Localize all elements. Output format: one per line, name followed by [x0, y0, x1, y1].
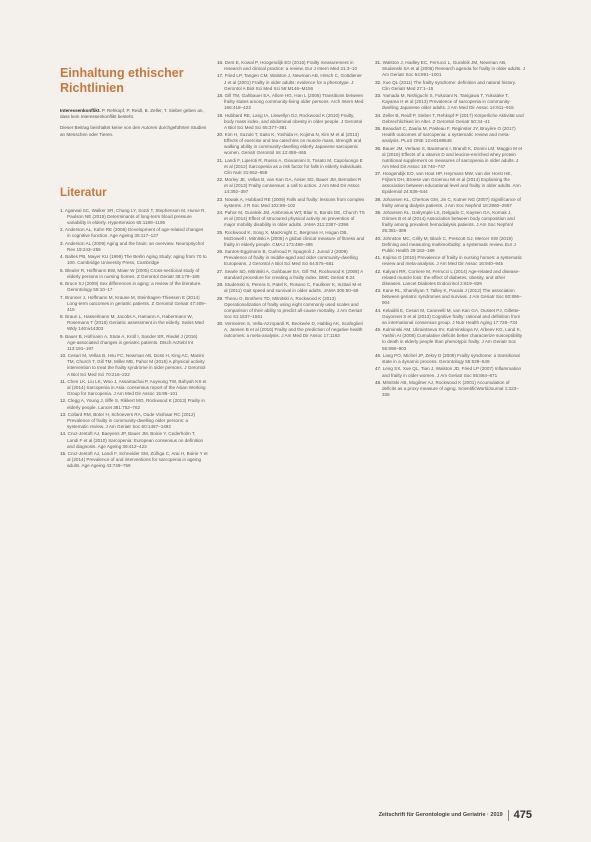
reference-text: Kulminski AM, Ukraintseva SV, Kulminskaya IV, Arbeev KG, Land K, Yashin AI (2008) Cumulative deficits better characterize susceptibility to death in elderly people than phenotypic frailty. J Am Geriatr Soc 56:898–903: [382, 327, 523, 351]
reference-text: Morley JE, Vellas B, van Kan GA, Anker SD, Bauer JM, Bernabei R et al (2013) Frailty consensus: a call to action. J Am Med Dir Assoc 14:392–397: [224, 177, 362, 195]
reference-text: Gill TM, Gahbauer EA, Allore HG, Han L (2006) Transitions between frailty states among community-living older persons. Arch Intern Med 166:418–423: [224, 93, 364, 111]
reference-text: Johnston MC, Crilly M, Black C, Prescott GJ, Mercer SW (2019) Defining and measuring multimorbidity: a systematic review. Eur J Public Health 29:182–189: [382, 235, 516, 253]
reference-item: [375, 93, 525, 111]
reference-text: Vermeiren S, Vella-Azzopardi R, Beckwée D, Habbig AK, Scafoglieri A, Jansen B et al (2016) Frailty and the prediction of negative health outcomes: a meta-analysis. J Am Med Dir Assoc 17:1163: [224, 321, 364, 339]
reference-item: [375, 308, 525, 326]
page-footer: [340, 807, 532, 823]
reference-text: Lang PO, Michel JP, Zekry D (2009) Frailty syndrome: a transitional state in a dynamic process. Gerontology 55:539–549: [382, 352, 520, 365]
reference-number: 39.: [375, 210, 382, 216]
reference-item: [375, 80, 525, 92]
reference-number: 47.: [375, 366, 382, 372]
reference-text: Xue QL (2011) The frailty syndrome: definition and natural history. Clin Geriatr Med 27:1–15: [382, 79, 517, 91]
reference-item: [375, 210, 525, 234]
reference-number: 6.: [60, 281, 64, 287]
reference-item: [375, 353, 525, 365]
reference-number: 46.: [375, 352, 382, 358]
reference-text: Santos-Eggimann B, Cuénoud P, Spagnoli J, Junod J (2009) Prevalence of frailty in middle-aged and older community-dwelling Europeans. J Gerontol A Biol Sci Med Sci 64:675–681: [224, 249, 358, 267]
reference-number: 9.: [60, 333, 64, 339]
reference-text: Landi F, Liperoti R, Russo A, Giovannini S, Tosato M, Capoluongo E et al (2012) Sarcopenia as a risk factor for falls in elderly individuals. Clin Nutr 31:652–658: [224, 157, 363, 175]
reference-number: 27.: [217, 268, 224, 274]
reference-item: [217, 177, 365, 195]
reference-number: 16.: [217, 60, 224, 65]
reference-text: Cesari M, Vellas B, Hsu FC, Newman AB, Doss H, King AC, Manini TM, Church T, Gill TM, Miller ME, Pahor M (2015) A physical activity intervention to treat the frailty syndrome in older persons. J Gerontol A Biol Sci Med Sci 70:216–222: [67, 353, 206, 377]
reference-text: Theou O, Brothers TD, Mitnitski A, Rockwood K (2013) Operationalization of frailty using eight commonly used scales and comparison of their ability to predict all-cause mortality. J Am Geriatr Soc 61:1537–1551: [224, 295, 363, 319]
reference-number: 32.: [375, 79, 382, 85]
reference-text: Anderson AL (2009) Aging and the brain: an overview. Neuropsychol Rev 19:243–256: [64, 240, 204, 252]
page-number: 475: [513, 809, 532, 821]
reference-item: [60, 281, 208, 293]
reference-item: [217, 210, 365, 228]
reference-text: Cruz-Jentoft AJ, Landi F, Schneider SM, Zúñiga C, Arai H, Boirie Y et al (2014) Prevalence of and interventions for sarcopenia in ageing adults. Age Ageing 43:748–759: [67, 451, 208, 469]
reference-number: 2.: [60, 227, 64, 233]
reference-item: [217, 113, 365, 131]
reference-text: Bauer B, Hofmann A, Stute A, Kroll I, Sander SR, Riedel J (2016) Age-associated changes in geriatric patients. Dtsch Arztebl Int 113:191–197: [65, 333, 198, 351]
reference-number: 37.: [375, 171, 382, 177]
reference-item: [375, 327, 525, 351]
reference-text: Fried LP, Tangen CM, Walston J, Newman AB, Hirsch C, Gottdiener J et al (2001) Frailty in older adults: evidence for a phenotype. J Gerontol A Biol Sci Med Sci 56:M146–M156: [224, 73, 362, 91]
reference-text: Johansen KL, Chertow GM, Jin C, Kutner NG (2007) Significance of frailty among dialysis patients. J Am Soc Nephrol 18:2960–2967: [382, 196, 521, 208]
conflict-statement: [60, 108, 208, 120]
reference-number: 29.: [217, 295, 224, 301]
reference-item: [60, 398, 208, 410]
reference-item: [375, 288, 525, 306]
reference-number: 38.: [375, 196, 382, 202]
reference-text: Bruce SJ (2009) Sex differences in aging: a review of the literature. Gerontology 55:10–17: [65, 281, 202, 293]
reference-number: 28.: [217, 282, 224, 288]
reference-text: Hoogendijk EO, van Hout HP, Heymans MW, van der Horst HE, Frijters DH, Broese van Groenou MI et al (2014) Explaining the association between educational level and frailty in older adults. Ann Epidemiol 24:538–544: [382, 171, 521, 195]
reference-item: [375, 236, 525, 254]
reference-text: Mitnitski AB, Mogilner AJ, Rockwood K (2001) Accumulation of deficits as a proxy measure of aging. ScientificWorldJournal 1:323–336: [382, 379, 519, 398]
reference-number: 43.: [375, 288, 382, 294]
reference-text: Bauer JM, Verlaan S, Bautmans I, Brandt K, Donini LM, Maggio M et al (2015) Effects of a vitamin D and leucine-enriched whey protein nutritional supplement on measures of sarcopenia in older adults. J Am Med Dir Assoc 16:740–747: [382, 145, 523, 169]
reference-number: 1.: [60, 207, 64, 213]
reference-number: 11.: [60, 378, 67, 384]
reference-item: [217, 321, 365, 339]
reference-number: 3.: [60, 240, 64, 246]
reference-number: 4.: [60, 254, 64, 260]
reference-text: Nowak A, Hubbard RE (2009) Falls and frailty: lessons from complex systems. J R Soc Med 102:98–102: [224, 196, 365, 208]
reference-text: Dent E, Kowal P, Hoogendijk EO (2016) Frailty measurement in research and clinical practice: a review. Eur J Intern Med 31:3–10: [224, 60, 358, 72]
reference-text: Baltes PB, Mayer KU (1999) The Berlin Aging Study: aging from 70 to 100. Cambridge University Press, Cambridge: [65, 254, 207, 266]
reference-number: 42.: [375, 268, 382, 274]
reference-item: [60, 295, 208, 313]
reference-text: Studenski S, Perera S, Patel K, Rosano C, Faulkner K, Inzitari M et al (2011) Gait speed and survival in older adults. JAMA 305:50–58: [224, 282, 362, 294]
reference-text: Rockwood K, Song X, MacKnight C, Bergman H, Hogan DB, McDowell I, Mitnitski A (2005) A global clinical measure of fitness and frailty in elderly people. CMAJ 173:489–495: [224, 229, 365, 247]
reference-item: [217, 230, 365, 248]
reference-item: [60, 451, 208, 469]
reference-number: 41.: [375, 255, 382, 261]
reference-item: [375, 197, 525, 209]
column-left: [60, 60, 208, 471]
reference-item: [217, 197, 365, 209]
reference-item: [60, 254, 208, 266]
reference-text: Bleuler R, Hoffmann BW, Maier W (2005) Cross-sectional study of elderly persons in nursing homes. Z Gerontol Geriatr 38:179–186: [65, 267, 200, 279]
reference-item: [217, 132, 365, 156]
reference-item: [375, 171, 525, 195]
reference-number: 40.: [375, 235, 382, 241]
reference-item: [60, 379, 208, 397]
reference-text: Searle SD, Mitnitski A, Gahbauer EA, Gill TM, Rockwood K (2008) A standard procedure for creating a frailty index. BMC Geriatr 8:24: [224, 268, 363, 280]
reference-number: 24.: [217, 210, 224, 216]
reference-number: 35.: [375, 126, 382, 132]
reference-item: [60, 241, 208, 253]
reference-text: Hubbard RE, Lang IA, Llewellyn DJ, Rockwood K (2010) Frailty, body mass index, and abdominal obesity in older people. J Gerontol A Biol Sci Med Sci 65:377–381: [224, 112, 363, 130]
reference-number: 12.: [60, 398, 67, 404]
reference-text: Anderson AL, Kahn RE (2006) Development of age-related changes in cognitive function. Age Ageing 35:117–127: [64, 227, 204, 239]
reference-item: [375, 126, 525, 144]
reference-text: Kane RL, Shamliyan T, Talley K, Pacala J (2012) The association between geriatric syndromes and survival. J Am Geriatr Soc 60:896–904: [382, 288, 522, 306]
reference-item: [60, 227, 208, 239]
reference-number: 8.: [60, 314, 64, 320]
reference-list-left: [60, 208, 208, 469]
reference-number: 31.: [375, 60, 382, 65]
reference-text: Pahor M, Guralnik JM, Ambrosius WT, Blair S, Bonds DE, Church TS et al (2014) Effect of structured physical activity on prevention of major mobility disability in older adults. JAMA 311:2387–2396: [224, 210, 365, 228]
reference-number: 14.: [60, 431, 67, 437]
column-middle: [217, 60, 365, 341]
reference-number: 44.: [375, 307, 382, 313]
reference-number: 34.: [375, 112, 382, 118]
reference-list-right: [375, 60, 525, 398]
study-statement: Dieser Beitrag beinhaltet keine von den Autoren durchgeführten Studien an Menschen oder Tieren.: [60, 125, 207, 137]
reference-item: [217, 296, 365, 320]
literature-heading: Literatur: [60, 186, 107, 199]
reference-item: [217, 282, 365, 294]
reference-number: 7.: [60, 294, 64, 300]
reference-item: [375, 366, 525, 378]
reference-item: [60, 353, 208, 377]
reference-text: Walston J, Hadley EC, Ferrucci L, Guralnik JM, Newman AB, Studenski SA et al (2006) Research agenda for frailty in older adults. J Am Geriatr Soc 54:991–1001: [382, 60, 525, 78]
reference-text: Kojima G (2015) Prevalence of frailty in nursing homes: a systematic review and meta-analysis. J Am Med Dir Assoc 16:940–945: [382, 255, 523, 267]
reference-number: 15.: [60, 451, 67, 457]
conflict-label: Interessenkonflikt.: [60, 108, 101, 113]
reference-text: Chen LK, Liu LK, Woo J, Assantachai P, Auyeung TW, Bahyah KS et al (2014) Sarcopenia in Asia: consensus report of the Asian Working Group for Sarcopenia. J Am Med Dir Assoc 15:95–101: [67, 378, 207, 397]
reference-number: 21.: [217, 157, 224, 163]
reference-item: [217, 158, 365, 176]
column-right: [375, 60, 525, 399]
reference-list-middle: [217, 60, 365, 339]
reference-text: Yamada M, Nishiguchi S, Fukutani N, Tanigawa T, Yukutake T, Kayama H et al (2013) Prevalence of sarcopenia in community-dwelling Japanese older adults. J Am Med Dir Assoc 14:911–915: [382, 93, 514, 111]
reference-text: Brunner J, Hoffmann M, Krause M, Steinhagen-Thiessen E (2014) Long-term outcomes in geriatric patients. Z Gerontol Geriatr 47:409–415: [65, 294, 207, 312]
reference-number: 48.: [375, 379, 382, 385]
reference-item: [60, 314, 208, 332]
reference-item: [60, 208, 208, 226]
reference-item: [60, 268, 208, 280]
reference-number: 33.: [375, 93, 382, 99]
reference-number: 17.: [217, 73, 224, 79]
reference-item: [375, 113, 525, 125]
journal-name: Zeitschrift für Gerontologie und Geriatrie · 2019: [378, 812, 503, 818]
reference-text: Kalyani RR, Corriere M, Ferrucci L (2014) Age-related and disease-related muscle loss: the effect of diabetes, obesity, and other diseases. Lancet Diabetes Endocrinol 2:819–829: [382, 268, 520, 286]
reference-item: [60, 412, 208, 430]
reference-text: Braun L, Hasselmann M, Jacobs A, Hamann A, Habermann W, Rosemann T (2016) Geriatric assessment in the elderly. Swiss Med Wkly 146:w14303: [65, 314, 204, 332]
conflict-text: P. Rehkopf, P. Reidl, B. Zeller, T. Sieber geben an, dass kein Interessenkonflikt besteht.: [60, 108, 204, 120]
reference-number: 5.: [60, 267, 64, 273]
reference-number: 19.: [217, 112, 224, 118]
reference-item: [375, 60, 525, 78]
reference-text: Kim H, Suzuki T, Saito K, Yoshida H, Kojima N, Kim M et al (2013) Effects of exercise and tea catechins on muscle mass, strength and walking ability in community-dwelling elderly Japanese sarcopenic women. Geriatr Gerontol Int 13:458–465: [224, 132, 362, 156]
reference-item: [217, 60, 365, 72]
reference-item: [217, 93, 365, 111]
reference-number: 30.: [217, 321, 224, 327]
reference-number: 22.: [217, 177, 224, 183]
reference-item: [60, 431, 208, 449]
reference-text: Zeller B, Reidl P, Sieber T, Rehkopf P (2017) Körperliche Aktivität und Gebrechlichkeit im Alter. Z Gerontol Geriatr 50:34–41: [382, 112, 524, 124]
reference-item: [375, 269, 525, 287]
reference-number: 13.: [60, 411, 67, 417]
reference-item: [375, 255, 525, 267]
reference-text: Kelaiditi E, Cesari M, Canevelli M, van Kan GA, Ousset PJ, Gillette-Guyonnet S et al (2013) Cognitive frailty: rational and definition from an international consensus group. J Nutr Health Aging 17:726–734: [382, 307, 521, 325]
reference-number: 36.: [375, 145, 382, 151]
reference-text: Cruz-Jentoft AJ, Baeyens JP, Bauer JM, Boirie Y, Cederholm T, Landi F et al (2010) Sarcopenia: European consensus on definition and diagnosis. Age Ageing 39:412–423: [67, 431, 204, 449]
reference-item: [217, 73, 365, 91]
reference-text: Beaudart C, Zaaria M, Pasleau F, Reginster JY, Bruyère O (2017) Health outcomes of sarcopenia: a systematic review and meta-analysis. PLoS ONE 12:e0169548: [382, 126, 516, 144]
reference-item: [375, 380, 525, 398]
ethics-heading: Einhaltung ethischer Richtlinien: [60, 66, 184, 95]
reference-number: 20.: [217, 132, 224, 138]
reference-text: Johansen KL, Dalrymple LS, Delgado C, Kaysen GA, Kornak J, Grimes B et al (2014) Association between body composition and frailty among prevalent hemodialysis patients. J Am Soc Nephrol 25:381–389: [382, 210, 515, 234]
reference-number: 45.: [375, 327, 382, 333]
reference-item: [217, 249, 365, 267]
reference-item: [60, 334, 208, 352]
reference-item: [375, 146, 525, 170]
reference-item: [217, 269, 365, 281]
reference-text: Agarwal SC, Walker SR, Chang LY, Sozzi T, Stephenson M, Hume R, Paulson NE (2015) Determinants of long-term blood pressure variability in elderly. Hypertension 65:1188–1195: [64, 207, 206, 225]
reference-number: 25.: [217, 229, 224, 235]
reference-text: Clegg A, Young J, Iliffe S, Rikkert MO, Rockwood K (2013) Frailty in elderly people. Lancet 381:752–762: [67, 398, 205, 410]
reference-number: 10.: [60, 353, 67, 359]
reference-number: 18.: [217, 93, 224, 99]
footer-separator: [508, 810, 509, 821]
reference-text: Leng SX, Xue QL, Tian J, Walston JD, Fried LP (2007) Inflammation and frailty in older women. J Am Geriatr Soc 55:864–871: [382, 366, 522, 378]
reference-text: Collard RM, Boter H, Schoevers RA, Oude Voshaar RC (2012) Prevalence of frailty in community-dwelling older persons: a systematic review. J Am Geriatr Soc 60:1487–1492: [67, 411, 196, 430]
reference-number: 23.: [217, 196, 224, 202]
reference-number: 26.: [217, 249, 224, 255]
